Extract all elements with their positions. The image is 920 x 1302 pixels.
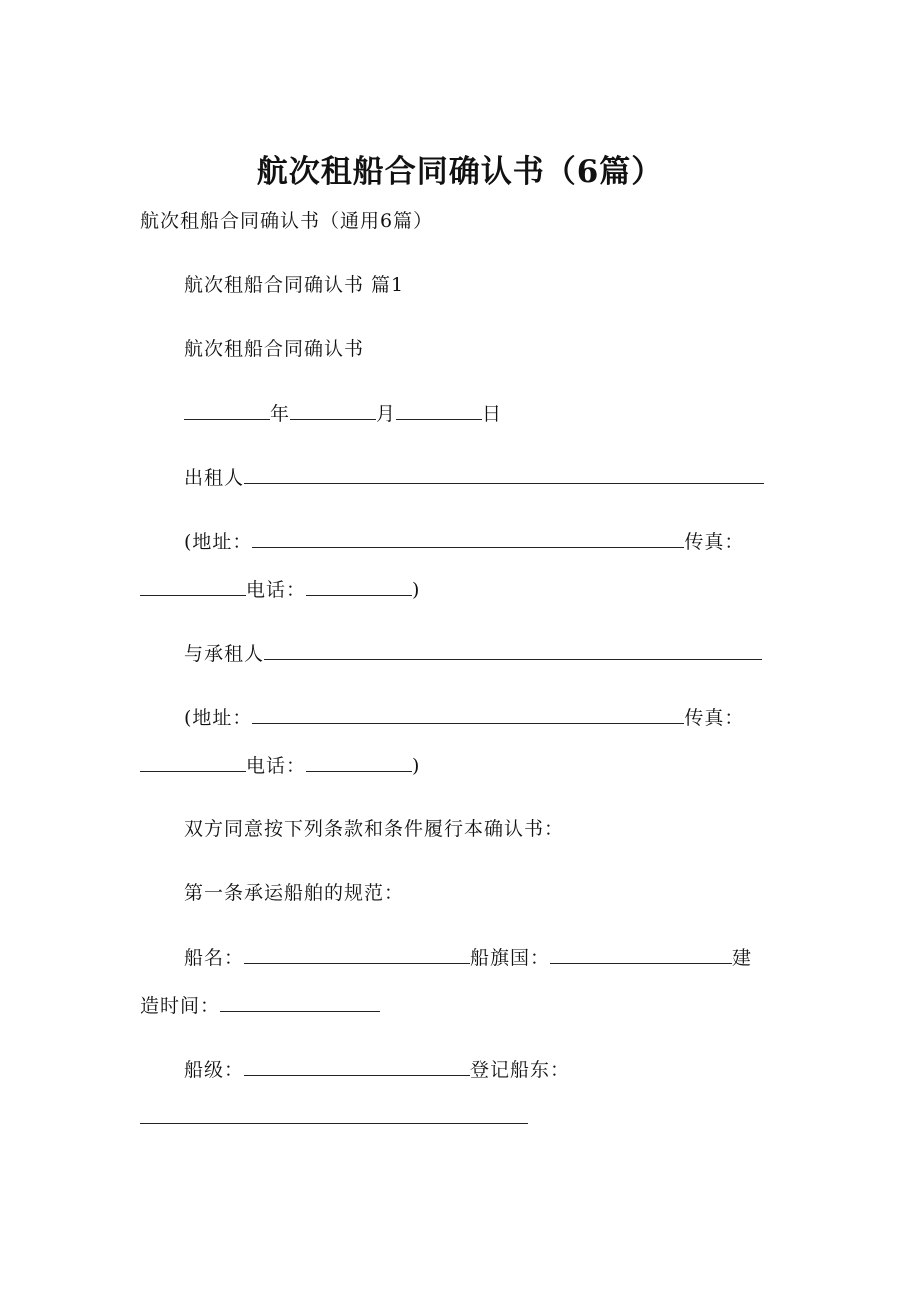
lessee-close: ) [412, 755, 421, 777]
lessor-close: ) [412, 579, 421, 601]
owner-blank[interactable] [140, 1103, 528, 1124]
document-subtitle: 航次租船合同确认书（通用6篇） [140, 210, 434, 232]
lessee-blank[interactable] [264, 639, 762, 660]
agreement-text: 双方同意按下列条款和条件履行本确认书： [184, 818, 565, 840]
contract-heading: 航次租船合同确认书 [184, 338, 365, 360]
lessee-phone-blank[interactable] [306, 751, 412, 772]
lessee-fax-label: 传真： [684, 707, 745, 729]
lessee-fax-blank[interactable] [140, 751, 246, 772]
lessee-address-blank[interactable] [252, 703, 684, 724]
flag-label: 船旗国： [470, 947, 551, 969]
section-heading: 航次租船合同确认书 篇1 [184, 274, 405, 296]
lessor-contact-line [140, 575, 420, 604]
built-label-start: 建 [732, 947, 753, 969]
ship-name-blank[interactable] [244, 943, 470, 964]
lessee-contact-line [140, 751, 420, 780]
lessor-address-line [184, 527, 744, 556]
ship-name-line [184, 943, 752, 972]
lessor-address-label: (地址： [184, 531, 253, 553]
year-label: 年 [270, 403, 291, 425]
ship-class-line [184, 1055, 570, 1084]
lessor-label: 出租人 [184, 467, 245, 489]
ship-name-label: 船名： [184, 947, 245, 969]
month-label: 月 [376, 403, 397, 425]
lessee-address-line [184, 703, 744, 732]
lessor-fax-blank[interactable] [140, 575, 246, 596]
lessor-address-blank[interactable] [252, 527, 684, 548]
date-line [184, 399, 502, 428]
lessee-phone-label: 电话： [246, 755, 307, 777]
owner-label: 登记船东： [470, 1059, 571, 1081]
day-blank[interactable] [396, 399, 482, 420]
class-label: 船级： [184, 1059, 245, 1081]
lessor-blank[interactable] [244, 463, 764, 484]
built-time-blank[interactable] [220, 991, 380, 1012]
lessee-address-label: (地址： [184, 707, 253, 729]
lessor-phone-blank[interactable] [306, 575, 412, 596]
lessor-fax-label: 传真： [684, 531, 745, 553]
built-time-line [140, 991, 380, 1020]
lessee-line [184, 639, 762, 668]
clause-1-heading: 第一条承运船舶的规范： [184, 882, 405, 904]
lessee-label: 与承租人 [184, 643, 265, 665]
flag-blank[interactable] [550, 943, 732, 964]
month-blank[interactable] [290, 399, 376, 420]
lessor-line [184, 463, 764, 492]
day-label: 日 [482, 403, 503, 425]
built-label-end: 造时间： [140, 995, 221, 1017]
owner-line [140, 1103, 528, 1132]
document-title: 航次租船合同确认书（6篇） [256, 154, 664, 190]
class-blank[interactable] [244, 1055, 470, 1076]
lessor-phone-label: 电话： [246, 579, 307, 601]
year-blank[interactable] [184, 399, 270, 420]
